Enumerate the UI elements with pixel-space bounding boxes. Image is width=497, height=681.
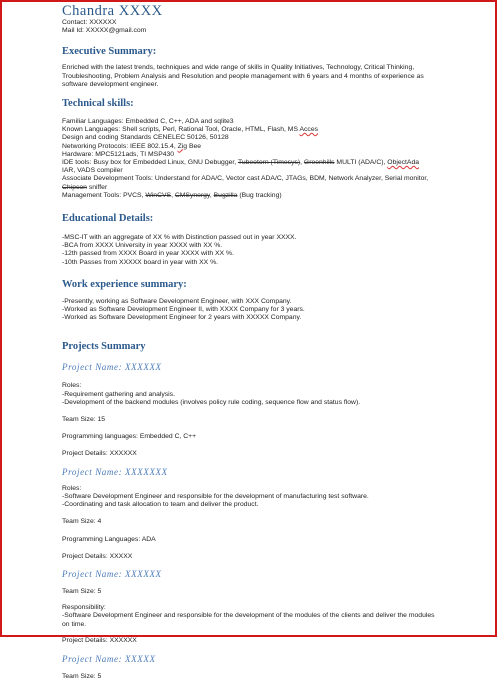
skill-familiar-languages: Familiar Languages: Embedded C, C++, ADA and sqlite3 <box>62 118 234 126</box>
project-3-responsibility: -Software Development Engineer and responsible for the development of the modules of the clients and deliver the modules <box>62 612 435 620</box>
protocols-bee: Bee <box>187 142 202 150</box>
work-experience-list <box>62 298 482 323</box>
technical-skills-list <box>62 118 482 200</box>
project-3-details: Project Details: XXXXXX <box>62 636 137 644</box>
projects-heading: Projects Summary <box>62 341 146 353</box>
executive-summary-text: Enriched with the latest trends, techniques and wide range of skills in Quality Initiatives, Technology, Critical Thinking, Troubleshooting, Problem Analysis and Resolution and people management with 6 years and 4 months of experience as software development engineer. <box>62 64 424 88</box>
ide-text-3: MULTI (ADA/C), <box>334 159 388 167</box>
mail-line: Mail Id: XXXXX@gmail.com <box>62 27 147 35</box>
education-item: -10th Passes from XXXXX board in year with XX %. <box>62 258 219 266</box>
work-experience-heading: Work experience summary: <box>62 278 187 290</box>
skill-associate-tools-line2 <box>62 184 482 192</box>
mgmt-wincvs: WinCVS <box>145 191 172 199</box>
skill-known-languages <box>62 126 482 134</box>
project-1-languages: Programming languages: Embedded C, C++ <box>62 433 197 441</box>
ide-objectada: ObjectAda <box>387 159 420 167</box>
education-list <box>62 234 482 267</box>
mgmt-cmsynergy: CMSynergy <box>174 191 210 199</box>
contact-line: Contact: XXXXXX <box>62 19 117 26</box>
candidate-name: Chandra XXXX <box>62 3 163 19</box>
work-item: -Worked as Software Development Engineer for 2 years with XXXXX Company. <box>62 314 302 322</box>
project-2-role: -Software Development Engineer and responsible for the development of manufacturing test software. <box>62 492 369 500</box>
project-1-role: -Development of the backend modules (involves policy rule coding, sequence flow and status flow). <box>62 398 361 406</box>
project-3-name: Project Name: XXXXXX <box>62 568 162 579</box>
known-languages-access: Acces <box>299 126 319 134</box>
mgmt-text-4: (Bug tracking) <box>237 191 282 199</box>
project-3-responsibility-line2: on time. <box>62 620 87 628</box>
skill-ide-tools <box>62 159 482 167</box>
education-item: -MSC-IT with an aggregate of XX % with Distinction passed out in year XXXX. <box>62 234 297 242</box>
skill-ide-tools-line2: IAR, VADS compiler <box>62 167 123 175</box>
project-2-role: -Coordinating and task allocation to team and deliver the product. <box>62 501 259 509</box>
project-4-team-size: Team Size: 5 <box>62 672 102 680</box>
ide-text-1: IDE tools: Busy box for Embedded Linux, GNU Debugger, <box>62 159 238 167</box>
mgmt-text-2: , <box>171 191 175 199</box>
project-3-responsibility-label: Responsibility: <box>62 604 106 612</box>
protocols-zig: Zig <box>177 142 188 150</box>
project-1-roles-label: Roles: <box>62 382 82 390</box>
project-2-languages: Programming Languages: ADA <box>62 535 156 543</box>
mgmt-text-1: Management Tools: PVCS, <box>62 191 146 199</box>
protocols-text: Networking Protocols: IEEE 802.15.4, <box>62 142 178 150</box>
executive-summary-heading: Executive Summary: <box>62 46 157 58</box>
technical-skills-heading: Technical skills: <box>62 98 134 110</box>
assoc-chipcon: Chipcon <box>62 183 87 191</box>
project-4-name: Project Name: XXXXX <box>62 653 156 664</box>
resume-page <box>62 2 482 681</box>
education-item: -BCA from XXXX University in year XXXX with XX %. <box>62 242 223 250</box>
project-1-details: Project Details: XXXXXX <box>62 450 137 458</box>
ide-greenhills: Greenhills <box>303 159 335 167</box>
ide-tubeotorn: Tubeotorn (Timesys) <box>237 159 301 167</box>
project-2-details: Project Details: XXXXX <box>62 552 133 560</box>
project-1-role: -Requirement gathering and analysis. <box>62 390 175 398</box>
education-heading: Educational Details: <box>62 213 154 225</box>
mgmt-text-3: , <box>209 191 214 199</box>
mgmt-bugzilla: Bugzilla <box>213 191 238 199</box>
work-item: -Worked as Software Development Engineer II, with XXXX Company for 3 years. <box>62 306 305 314</box>
known-languages-text: Known Languages: Shell scripts, Perl, Rational Tool, Oracle, HTML, Flash, MS <box>62 126 300 134</box>
skill-management-tools <box>62 192 482 200</box>
project-3-team-size: Team Size: 5 <box>62 587 102 595</box>
ide-text-2: , <box>300 159 304 167</box>
skill-hardware: Hardware: MPC5121ads, TI MSP430 <box>62 150 175 158</box>
project-1-name: Project Name: XXXXXX <box>62 362 162 373</box>
skill-standards: Design and coding Standards CENELEC 50126, 50128 <box>62 134 229 142</box>
assoc-sniffer: sniffer <box>86 183 108 191</box>
project-2-name: Project Name: XXXXXXX <box>62 466 168 477</box>
education-item: -12th passed from XXXX Board in year XXXX with XX %. <box>62 250 234 258</box>
skill-networking-protocols <box>62 143 482 151</box>
project-2-roles-label: Roles: <box>62 484 82 492</box>
skill-associate-tools: Associate Development Tools: Understand for ADA/C, Vector cast ADA/C, JTAGs, BDM, Network Analyzer, Serial monitor, <box>62 175 429 183</box>
project-2-team-size: Team Size: 4 <box>62 518 102 526</box>
work-item: -Presently, working as Software Development Engineer, with XXX Company. <box>62 297 292 305</box>
project-1-team-size: Team Size: 15 <box>62 416 106 424</box>
